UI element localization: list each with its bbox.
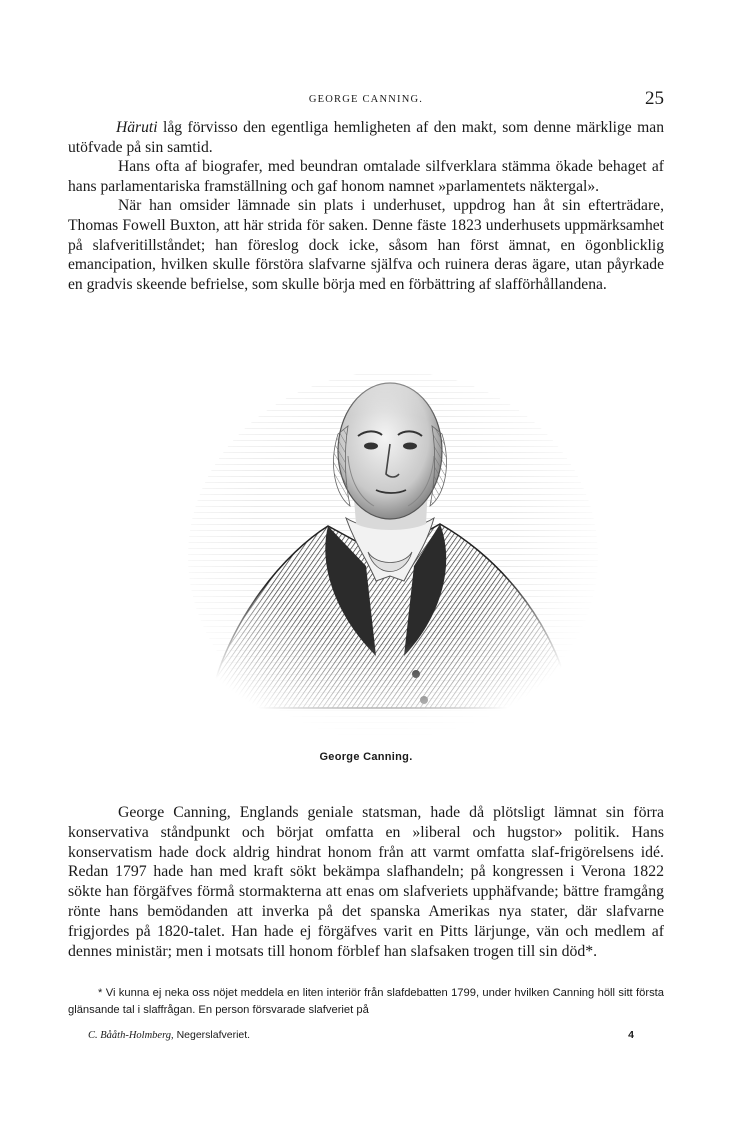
paragraph-buxton: När han omsider lämnade sin plats i underhuset, uppdrog han åt sin efterträdare, Thomas Fowell Buxton, att här strida för saken. Denne fäste 1823 underhusets uppmärksamhet på slafveritillståndet; han föreslog dock icke, såsom han först ämnat, en ögonblicklig emancipation, hvilken skulle förstöra slafvarne själfva och ruinera deras ägare, utan påyrkade en gradvis skeende befrielse, som skulle börja med en förbättring af slafförhållandena. <box>68 197 664 293</box>
paragraph-haruti-rest: låg förvisso den egentliga hemligheten af den makt, som denne märklige man utöfvade på sin samtid. <box>68 119 664 156</box>
vignette-fade <box>168 356 598 740</box>
paragraph-haruti <box>68 118 664 157</box>
page-number: 25 <box>645 88 664 109</box>
bottom-text-block <box>68 803 664 961</box>
footnote-text: * Vi kunna ej neka oss nöjet meddela en liten interiör från slafdebatten 1799, under hvilken Canning höll sitt första glänsande tal i slaffrågan. En person försvarade slafveriet på <box>68 987 664 1016</box>
running-title: GEORGE CANNING. <box>308 94 424 105</box>
signature-author: C. Bååth-Holmberg, <box>88 1030 174 1041</box>
paragraph-voice: Hans ofta af biografer, med beundran omtalade silfverklara stämma ökade behaget af hans parlamentariska framställning och gaf honom namnet »parlamentets näktergal». <box>68 158 664 195</box>
footnote <box>68 985 664 1019</box>
signature-sheet-number: 4 <box>628 1029 634 1041</box>
signature-left <box>88 1029 250 1041</box>
paragraph-canning: George Canning, Englands geniale statsman, hade då plötsligt lämnat sin förra konservativa ståndpunkt och börjat omfatta en »liberal och hugstor» politik. Hans konservatism hade dock aldrig hindrat honom från att varmt omfatta slaf-frigörelsens idé. Redan 1797 hade han med kraft sökt bekämpa slafhandeln; på kongressen i Verona 1822 sökte han förgäfves förmå stormakterna att enas om slafveriets upphäfvande; bättre framgång rönte hans bemödanden att inverka på det spanska Amerikas nya stater, där slafvarne frigjordes på 1820-talet. Han hade ej förgäfves varit en Pitts lärjunge, vän och medlem af dennes ministär; men i motsats till honom förblef han slafsaken trogen till sin död*. <box>68 804 664 960</box>
signature-work: Negerslafveriet. <box>173 1029 251 1041</box>
top-text-block <box>68 118 664 294</box>
italic-lead-word: Häruti <box>116 119 158 136</box>
signature-line <box>88 1029 644 1045</box>
portrait-caption: George Canning. <box>319 751 413 763</box>
portrait-engraving <box>168 356 598 740</box>
running-head <box>68 88 664 110</box>
